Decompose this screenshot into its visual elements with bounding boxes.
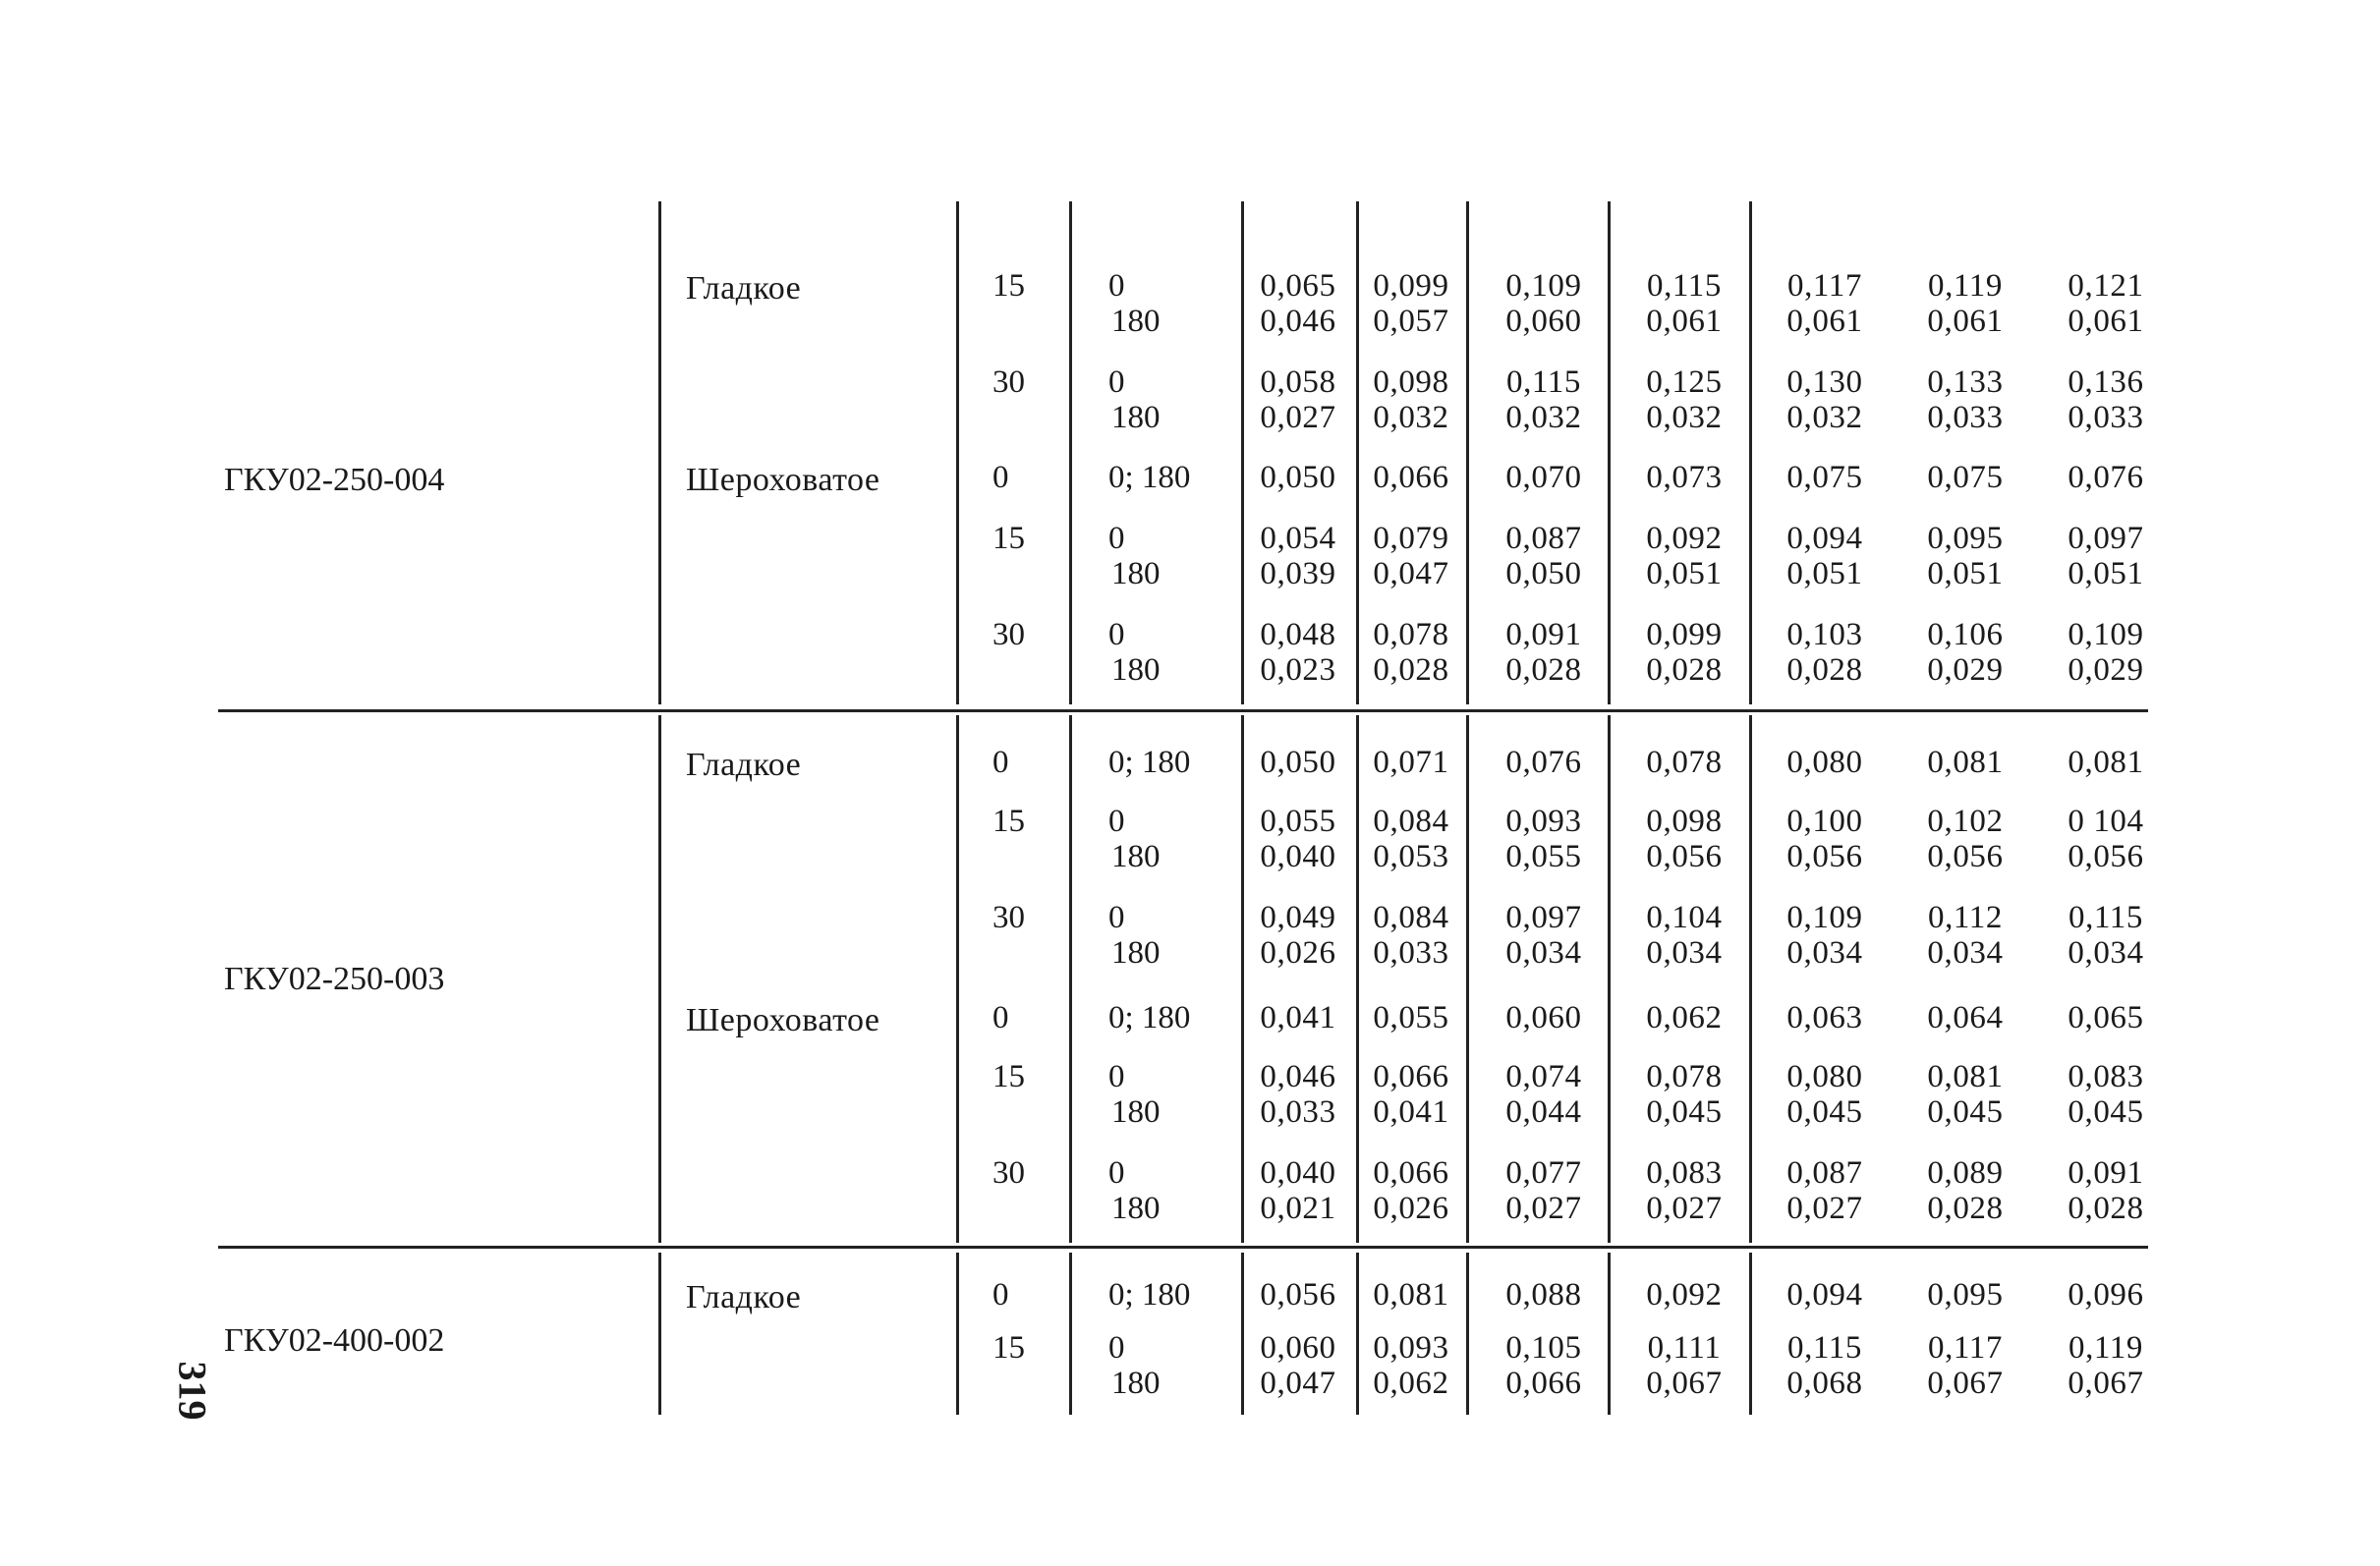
- coefficient-value: 0,060: [1505, 304, 1582, 339]
- coefficient-value: 0,098: [1646, 804, 1723, 839]
- coefficient-value: 0,033: [1927, 400, 2004, 435]
- coefficient-value: 0,078: [1373, 617, 1449, 652]
- column-rule: [1608, 1253, 1611, 1415]
- coefficient-value: 0,105: [1505, 1330, 1582, 1366]
- coefficient-value: 0,032: [1646, 400, 1723, 435]
- coefficient-value: 0,045: [1927, 1094, 2004, 1130]
- coefficient-value: 0,055: [1505, 839, 1582, 874]
- coefficient-value: 0,047: [1260, 1366, 1336, 1401]
- coefficient-value: 0,068: [1786, 1366, 1863, 1401]
- coefficient-value: 0,032: [1505, 400, 1582, 435]
- azimuth: 0; 180: [1108, 745, 1191, 780]
- azimuth: 0; 180: [1108, 1000, 1191, 1035]
- tilt-angle: 15: [992, 1059, 1025, 1094]
- coefficient-value: 0,099: [1373, 268, 1449, 304]
- column-rule: [658, 201, 661, 704]
- coefficient-value: 0,045: [1646, 1094, 1723, 1130]
- column-rule: [1466, 715, 1469, 1243]
- coefficient-value: 0,067: [1927, 1366, 2004, 1401]
- coefficient-value: 0,032: [1786, 400, 1863, 435]
- surface-type: Гладкое: [686, 1279, 802, 1315]
- coefficient-value: 0,028: [1646, 652, 1723, 688]
- coefficient-value: 0,041: [1373, 1094, 1449, 1130]
- coefficient-value: 0,061: [1927, 304, 2004, 339]
- coefficient-value: 0,075: [1786, 460, 1863, 495]
- coefficient-value: 0,093: [1505, 804, 1582, 839]
- azimuth: 180: [1111, 652, 1161, 688]
- coefficient-value: 0,029: [2068, 652, 2144, 688]
- coefficient-value: 0,087: [1786, 1155, 1863, 1191]
- coefficient-value: 0,089: [1927, 1155, 2004, 1191]
- column-rule: [1466, 1253, 1469, 1415]
- coefficient-value: 0,061: [1786, 304, 1863, 339]
- coefficient-value: 0,094: [1786, 521, 1863, 556]
- azimuth: 0; 180: [1108, 1277, 1191, 1313]
- coefficient-value: 0,061: [2068, 304, 2144, 339]
- coefficient-value: 0,051: [1646, 556, 1723, 591]
- surface-type: Шероховатое: [686, 462, 880, 498]
- coefficient-value: 0,045: [1786, 1094, 1863, 1130]
- coefficient-value: 0,088: [1505, 1277, 1582, 1313]
- tilt-angle: 0: [992, 1000, 1009, 1035]
- column-rule: [658, 715, 661, 1243]
- coefficient-value: 0,033: [2068, 400, 2144, 435]
- group-divider: [218, 1246, 2148, 1249]
- tilt-angle: 30: [992, 364, 1025, 400]
- column-rule: [1241, 201, 1244, 704]
- coefficient-value: 0,066: [1373, 1155, 1449, 1191]
- coefficient-value: 0,117: [1786, 268, 1863, 304]
- tilt-angle: 30: [992, 617, 1025, 652]
- coefficient-value: 0,084: [1373, 900, 1449, 935]
- coefficient-value: 0,040: [1260, 1155, 1336, 1191]
- coefficient-value: 0,028: [2068, 1191, 2144, 1226]
- azimuth: 180: [1111, 400, 1161, 435]
- coefficient-value: 0,050: [1260, 460, 1336, 495]
- tilt-angle: 15: [992, 1330, 1025, 1366]
- coefficient-value: 0,087: [1505, 521, 1582, 556]
- coefficient-value: 0,095: [1927, 1277, 2004, 1313]
- coefficient-value: 0,100: [1786, 804, 1863, 839]
- coefficient-value: 0,104: [1646, 900, 1723, 935]
- coefficient-value: 0,021: [1260, 1191, 1336, 1226]
- column-rule: [1356, 201, 1359, 704]
- coefficient-value: 0,033: [1373, 935, 1449, 971]
- coefficient-value: 0,097: [1505, 900, 1582, 935]
- coefficient-value: 0,075: [1927, 460, 2004, 495]
- coefficient-value: 0,034: [1646, 935, 1723, 971]
- column-rule: [1241, 715, 1244, 1243]
- coefficient-value: 0,051: [2068, 556, 2144, 591]
- coefficient-value: 0,026: [1260, 935, 1336, 971]
- coefficient-value: 0,040: [1260, 839, 1336, 874]
- coefficient-value: 0,115: [1505, 364, 1582, 400]
- page-number: 319: [170, 1361, 215, 1421]
- column-rule: [1069, 715, 1072, 1243]
- coefficient-value: 0,034: [1505, 935, 1582, 971]
- coefficient-value: 0,056: [1646, 839, 1723, 874]
- column-rule: [1356, 1253, 1359, 1415]
- coefficient-value: 0,125: [1646, 364, 1723, 400]
- coefficient-value: 0,050: [1505, 556, 1582, 591]
- column-rule: [1466, 201, 1469, 704]
- coefficient-value: 0,109: [1505, 268, 1582, 304]
- coefficient-value: 0,065: [1260, 268, 1336, 304]
- coefficient-value: 0,062: [1646, 1000, 1723, 1035]
- coefficient-value: 0,028: [1927, 1191, 2004, 1226]
- coefficient-value: 0,091: [2068, 1155, 2144, 1191]
- coefficient-value: 0,092: [1646, 1277, 1723, 1313]
- azimuth: 0: [1108, 1059, 1125, 1094]
- coefficient-value: 0,071: [1373, 745, 1449, 780]
- coefficient-value: 0,115: [1646, 268, 1723, 304]
- column-rule: [1608, 715, 1611, 1243]
- coefficient-value: 0,102: [1927, 804, 2004, 839]
- azimuth: 0: [1108, 521, 1125, 556]
- coefficient-value: 0,051: [1786, 556, 1863, 591]
- azimuth: 0; 180: [1108, 460, 1191, 495]
- coefficient-value: 0,056: [1260, 1277, 1336, 1313]
- coefficient-value: 0,081: [1373, 1277, 1449, 1313]
- coefficient-value: 0,136: [2068, 364, 2144, 400]
- coefficient-value: 0,078: [1646, 745, 1723, 780]
- coefficient-value: 0,053: [1373, 839, 1449, 874]
- coefficient-value: 0,081: [2068, 745, 2144, 780]
- coefficient-value: 0,056: [2068, 839, 2144, 874]
- azimuth: 0: [1108, 364, 1125, 400]
- coefficient-value: 0,080: [1786, 745, 1863, 780]
- tilt-angle: 0: [992, 1277, 1009, 1313]
- column-rule: [956, 201, 959, 704]
- group-divider: [218, 709, 2148, 712]
- column-rule: [1356, 715, 1359, 1243]
- coefficient-value: 0,073: [1646, 460, 1723, 495]
- coefficient-value: 0,081: [1927, 745, 2004, 780]
- coefficient-value: 0,028: [1505, 652, 1582, 688]
- coefficient-value: 0,060: [1505, 1000, 1582, 1035]
- coefficient-value: 0,027: [1260, 400, 1336, 435]
- coefficient-value: 0,056: [1786, 839, 1863, 874]
- coefficient-value: 0,076: [2068, 460, 2144, 495]
- coefficient-value: 0,083: [2068, 1059, 2144, 1094]
- coefficient-value: 0,058: [1260, 364, 1336, 400]
- luminaire-type: ГКУ02-250-003: [224, 961, 445, 997]
- coefficient-value: 0,079: [1373, 521, 1449, 556]
- coefficient-value: 0,109: [2068, 617, 2144, 652]
- column-rule: [1069, 1253, 1072, 1415]
- coefficient-value: 0,119: [2068, 1330, 2144, 1366]
- coefficient-value: 0,065: [2068, 1000, 2144, 1035]
- coefficient-value: 0,083: [1646, 1155, 1723, 1191]
- coefficient-value: 0,070: [1505, 460, 1582, 495]
- column-rule: [1608, 201, 1611, 704]
- coefficient-value: 0,028: [1373, 652, 1449, 688]
- azimuth: 180: [1111, 935, 1161, 971]
- tilt-angle: 0: [992, 745, 1009, 780]
- tilt-angle: 15: [992, 804, 1025, 839]
- azimuth: 180: [1111, 1366, 1161, 1401]
- column-rule: [1749, 1253, 1752, 1415]
- coefficient-value: 0,060: [1260, 1330, 1336, 1366]
- coefficient-value: 0,115: [1786, 1330, 1863, 1366]
- coefficient-value: 0,081: [1927, 1059, 2004, 1094]
- coefficient-value: 0,121: [2068, 268, 2144, 304]
- coefficient-value: 0,080: [1786, 1059, 1863, 1094]
- azimuth: 0: [1108, 900, 1125, 935]
- surface-type: Шероховатое: [686, 1002, 880, 1038]
- azimuth: 0: [1108, 1155, 1125, 1191]
- coefficient-value: 0,119: [1927, 268, 2004, 304]
- coefficient-value: 0,067: [1646, 1366, 1723, 1401]
- coefficient-value: 0,098: [1373, 364, 1449, 400]
- coefficient-value: 0,097: [2068, 521, 2144, 556]
- luminaire-type: ГКУ02-400-002: [224, 1322, 445, 1359]
- coefficient-value: 0,029: [1927, 652, 2004, 688]
- coefficient-value: 0,094: [1786, 1277, 1863, 1313]
- coefficient-value: 0,027: [1786, 1191, 1863, 1226]
- coefficient-value: 0,056: [1927, 839, 2004, 874]
- coefficient-value: 0,048: [1260, 617, 1336, 652]
- coefficient-value: 0,112: [1927, 900, 2004, 935]
- coefficient-value: 0,064: [1927, 1000, 2004, 1035]
- column-rule: [1749, 715, 1752, 1243]
- tilt-angle: 15: [992, 268, 1025, 304]
- column-rule: [956, 715, 959, 1243]
- coefficient-value: 0,115: [2068, 900, 2144, 935]
- coefficient-value: 0,054: [1260, 521, 1336, 556]
- coefficient-value: 0,041: [1260, 1000, 1336, 1035]
- coefficient-value: 0,076: [1505, 745, 1582, 780]
- luminaire-type: ГКУ02-250-004: [224, 462, 445, 498]
- coefficient-value: 0,092: [1646, 521, 1723, 556]
- coefficient-value: 0,077: [1505, 1155, 1582, 1191]
- coefficient-value: 0,034: [1786, 935, 1863, 971]
- coefficient-value: 0,099: [1646, 617, 1723, 652]
- coefficient-value: 0,078: [1646, 1059, 1723, 1094]
- coefficient-value: 0,034: [2068, 935, 2144, 971]
- coefficient-value: 0,066: [1505, 1366, 1582, 1401]
- coefficient-value: 0,034: [1927, 935, 2004, 971]
- azimuth: 0: [1108, 804, 1125, 839]
- coefficient-value: 0,084: [1373, 804, 1449, 839]
- azimuth: 0: [1108, 268, 1125, 304]
- coefficient-value: 0,046: [1260, 304, 1336, 339]
- coefficient-value: 0,050: [1260, 745, 1336, 780]
- coefficient-value: 0,062: [1373, 1366, 1449, 1401]
- azimuth: 0: [1108, 1330, 1125, 1366]
- coefficient-value: 0,067: [2068, 1366, 2144, 1401]
- coefficient-value: 0,063: [1786, 1000, 1863, 1035]
- azimuth: 180: [1111, 556, 1161, 591]
- surface-type: Гладкое: [686, 270, 802, 307]
- azimuth: 180: [1111, 1094, 1161, 1130]
- coefficient-value: 0,055: [1260, 804, 1336, 839]
- tilt-angle: 0: [992, 460, 1009, 495]
- coefficient-value: 0,133: [1927, 364, 2004, 400]
- azimuth: 180: [1111, 304, 1161, 339]
- azimuth: 0: [1108, 617, 1125, 652]
- column-rule: [956, 1253, 959, 1415]
- coefficient-value: 0,057: [1373, 304, 1449, 339]
- coefficient-value: 0,066: [1373, 1059, 1449, 1094]
- coefficient-value: 0,117: [1927, 1330, 2004, 1366]
- coefficient-value: 0,111: [1647, 1330, 1722, 1366]
- coefficient-value: 0,027: [1646, 1191, 1723, 1226]
- coefficient-value: 0,091: [1505, 617, 1582, 652]
- column-rule: [1749, 201, 1752, 704]
- coefficient-value: 0,109: [1786, 900, 1863, 935]
- column-rule: [1069, 201, 1072, 704]
- coefficient-value: 0,032: [1373, 400, 1449, 435]
- coefficient-value: 0,066: [1373, 460, 1449, 495]
- coefficient-value: 0,028: [1786, 652, 1863, 688]
- surface-type: Гладкое: [686, 747, 802, 783]
- tilt-angle: 30: [992, 1155, 1025, 1191]
- coefficient-value: 0,039: [1260, 556, 1336, 591]
- coefficient-value: 0,106: [1927, 617, 2004, 652]
- coefficient-value: 0,051: [1927, 556, 2004, 591]
- column-rule: [658, 1253, 661, 1415]
- coefficient-value: 0,047: [1373, 556, 1449, 591]
- coefficient-value: 0,045: [2068, 1094, 2144, 1130]
- coefficient-value: 0,055: [1373, 1000, 1449, 1035]
- coefficient-value: 0,093: [1373, 1330, 1449, 1366]
- coefficient-value: 0,027: [1505, 1191, 1582, 1226]
- coefficient-value: 0 104: [2068, 804, 2144, 839]
- coefficient-value: 0,044: [1505, 1094, 1582, 1130]
- coefficient-value: 0,096: [2068, 1277, 2144, 1313]
- coefficient-value: 0,074: [1505, 1059, 1582, 1094]
- coefficient-value: 0,049: [1260, 900, 1336, 935]
- coefficient-value: 0,061: [1646, 304, 1723, 339]
- azimuth: 180: [1111, 1191, 1161, 1226]
- tilt-angle: 15: [992, 521, 1025, 556]
- coefficient-value: 0,130: [1786, 364, 1863, 400]
- coefficient-value: 0,046: [1260, 1059, 1336, 1094]
- column-rule: [1241, 1253, 1244, 1415]
- coefficient-value: 0,033: [1260, 1094, 1336, 1130]
- coefficient-value: 0,095: [1927, 521, 2004, 556]
- coefficient-value: 0,023: [1260, 652, 1336, 688]
- tilt-angle: 30: [992, 900, 1025, 935]
- coefficient-value: 0,026: [1373, 1191, 1449, 1226]
- coefficient-value: 0,103: [1786, 617, 1863, 652]
- azimuth: 180: [1111, 839, 1161, 874]
